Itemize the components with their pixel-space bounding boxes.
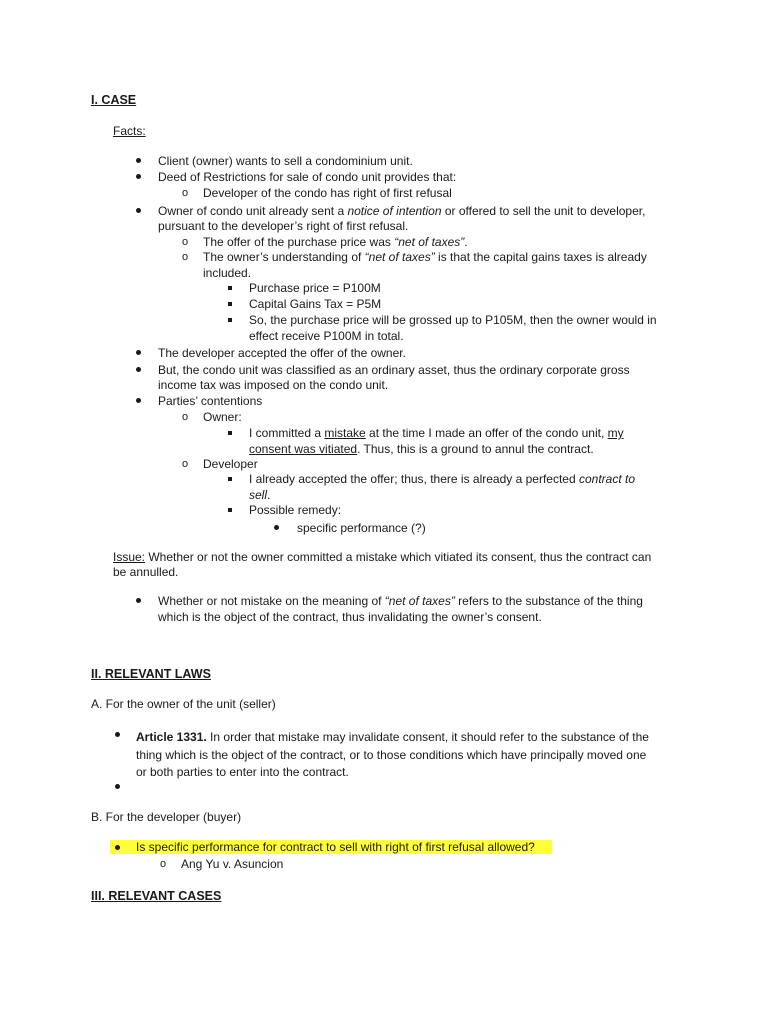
bullet-dot-icon	[115, 784, 120, 789]
text-run: refers to the substance of the thing	[454, 594, 643, 608]
article-line: or both parties to enter into the contract.	[136, 765, 349, 779]
bullet-dot-icon	[136, 598, 141, 603]
case-reference: Ang Yu v. Asuncion	[181, 857, 284, 871]
bullet-dot-icon	[136, 174, 141, 179]
text-run: I already accepted the offer; thus, there is already a perfected	[249, 472, 579, 486]
subsection-label-seller: A. For the owner of the unit (seller)	[91, 697, 276, 711]
bullet-dot-icon	[136, 367, 141, 372]
square-bullet-icon	[228, 431, 232, 435]
bullet-dot-icon	[136, 208, 141, 213]
bullet-dot-icon	[136, 350, 141, 355]
circle-bullet-icon: o	[182, 187, 189, 199]
circle-bullet-icon: o	[182, 251, 189, 263]
text-run: I committed a	[249, 426, 325, 440]
subsection-label-buyer: B. For the developer (buyer)	[91, 810, 242, 824]
text-run: or offered to sell the unit to developer,	[441, 204, 646, 218]
fact-subsubsubline: specific performance (?)	[297, 521, 426, 535]
fact-line: income tax was imposed on the condo unit.	[158, 378, 389, 392]
bullet-dot-icon	[115, 732, 120, 737]
section-heading-laws: II. RELEVANT LAWS	[91, 667, 211, 681]
issue-bullet-line	[158, 594, 643, 608]
fact-line	[158, 204, 645, 218]
circle-bullet-icon: o	[182, 411, 189, 423]
square-bullet-icon	[228, 302, 232, 306]
text-run: In order that mistake may invalidate consent, it should refer to the substance of the	[206, 730, 649, 744]
bullet-dot-icon	[136, 158, 141, 163]
fact-subline: Developer	[203, 457, 258, 471]
fact-subsubline: Capital Gains Tax = P5M	[249, 297, 382, 311]
text-run-italic: contract to	[578, 472, 636, 486]
fact-subline: included.	[203, 266, 252, 280]
fact-subline	[203, 250, 647, 264]
text-run: The offer of the purchase price was	[203, 235, 395, 249]
article-line: thing which is the object of the contract, or to those conditions which have principally moved one	[136, 748, 647, 762]
fact-subline: Owner:	[203, 410, 242, 424]
fact-subline	[203, 235, 468, 249]
fact-subsubline: Purchase price = P100M	[249, 281, 381, 295]
fact-line: pursuant to the developer’s right of first refusal.	[158, 219, 409, 233]
fact-subline: Developer of the condo has right of first refusal	[203, 186, 452, 200]
text-run: .	[464, 235, 468, 249]
text-run-underlined: my	[607, 426, 624, 440]
text-run: The owner’s understanding of	[203, 250, 365, 264]
issue-label: Issue:	[113, 550, 146, 564]
circle-bullet-icon: o	[160, 858, 167, 870]
square-bullet-icon	[228, 477, 232, 481]
facts-label: Facts:	[113, 124, 146, 138]
text-run: .	[267, 488, 271, 502]
circle-bullet-icon: o	[182, 458, 189, 470]
square-bullet-icon	[228, 286, 232, 290]
fact-subsubline	[249, 426, 624, 440]
fact-line: The developer accepted the offer of the owner.	[158, 346, 406, 360]
text-run-italic: sell	[249, 488, 268, 502]
fact-line: Client (owner) wants to sell a condominium unit.	[158, 154, 413, 168]
bullet-dot-icon	[274, 525, 279, 530]
text-run: Owner of condo unit already sent a	[158, 204, 348, 218]
fact-subsubline	[249, 488, 270, 502]
fact-subsubline: So, the purchase price will be grossed up to P105M, then the owner would in	[249, 313, 657, 327]
article-title: Article 1331.	[136, 730, 207, 744]
text-run: Whether or not the owner committed a mistake which vitiated its consent, thus the contract can	[145, 550, 652, 564]
fact-subsubline: Possible remedy:	[249, 503, 342, 517]
text-run: . Thus, this is a ground to annul the contract.	[357, 442, 594, 456]
section-heading-cases: III. RELEVANT CASES	[91, 889, 222, 903]
bullet-dot-icon	[136, 398, 141, 403]
square-bullet-icon	[228, 508, 232, 512]
issue-line	[113, 550, 651, 564]
square-bullet-icon	[228, 318, 232, 322]
fact-subsubline: effect receive P100M in total.	[249, 329, 404, 343]
text-run-italic: notice of intention	[347, 204, 442, 218]
circle-bullet-icon: o	[182, 236, 189, 248]
text-run-underlined: mistake	[324, 426, 366, 440]
issue-bullet-line: which is the object of the contract, thus invalidating the owner’s consent.	[158, 610, 542, 624]
text-run: at the time I made an offer of the condo unit,	[365, 426, 608, 440]
issue-line: be annulled.	[113, 565, 179, 579]
fact-line: But, the condo unit was classified as an ordinary asset, thus the ordinary corporate gross	[158, 363, 630, 377]
fact-line: Parties’ contentions	[158, 394, 263, 408]
text-run: is that the capital gains taxes is already	[434, 250, 647, 264]
article-line	[136, 728, 649, 746]
text-run-italic: “net of taxes”	[394, 235, 465, 249]
section-heading-case: I. CASE	[91, 93, 137, 107]
fact-subsubline	[249, 442, 594, 456]
bullet-dot-icon	[115, 845, 120, 850]
highlighted-question: Is specific performance for contract to sell with right of first refusal allowed?	[110, 840, 552, 854]
text-run-italic: “net of taxes”	[364, 250, 435, 264]
fact-subsubline	[249, 472, 635, 486]
text-run: Whether or not mistake on the meaning of	[158, 594, 385, 608]
text-run-italic: “net of taxes”	[384, 594, 455, 608]
text-run-underlined: consent was vitiated	[249, 442, 358, 456]
fact-line: Deed of Restrictions for sale of condo unit provides that:	[158, 170, 457, 184]
